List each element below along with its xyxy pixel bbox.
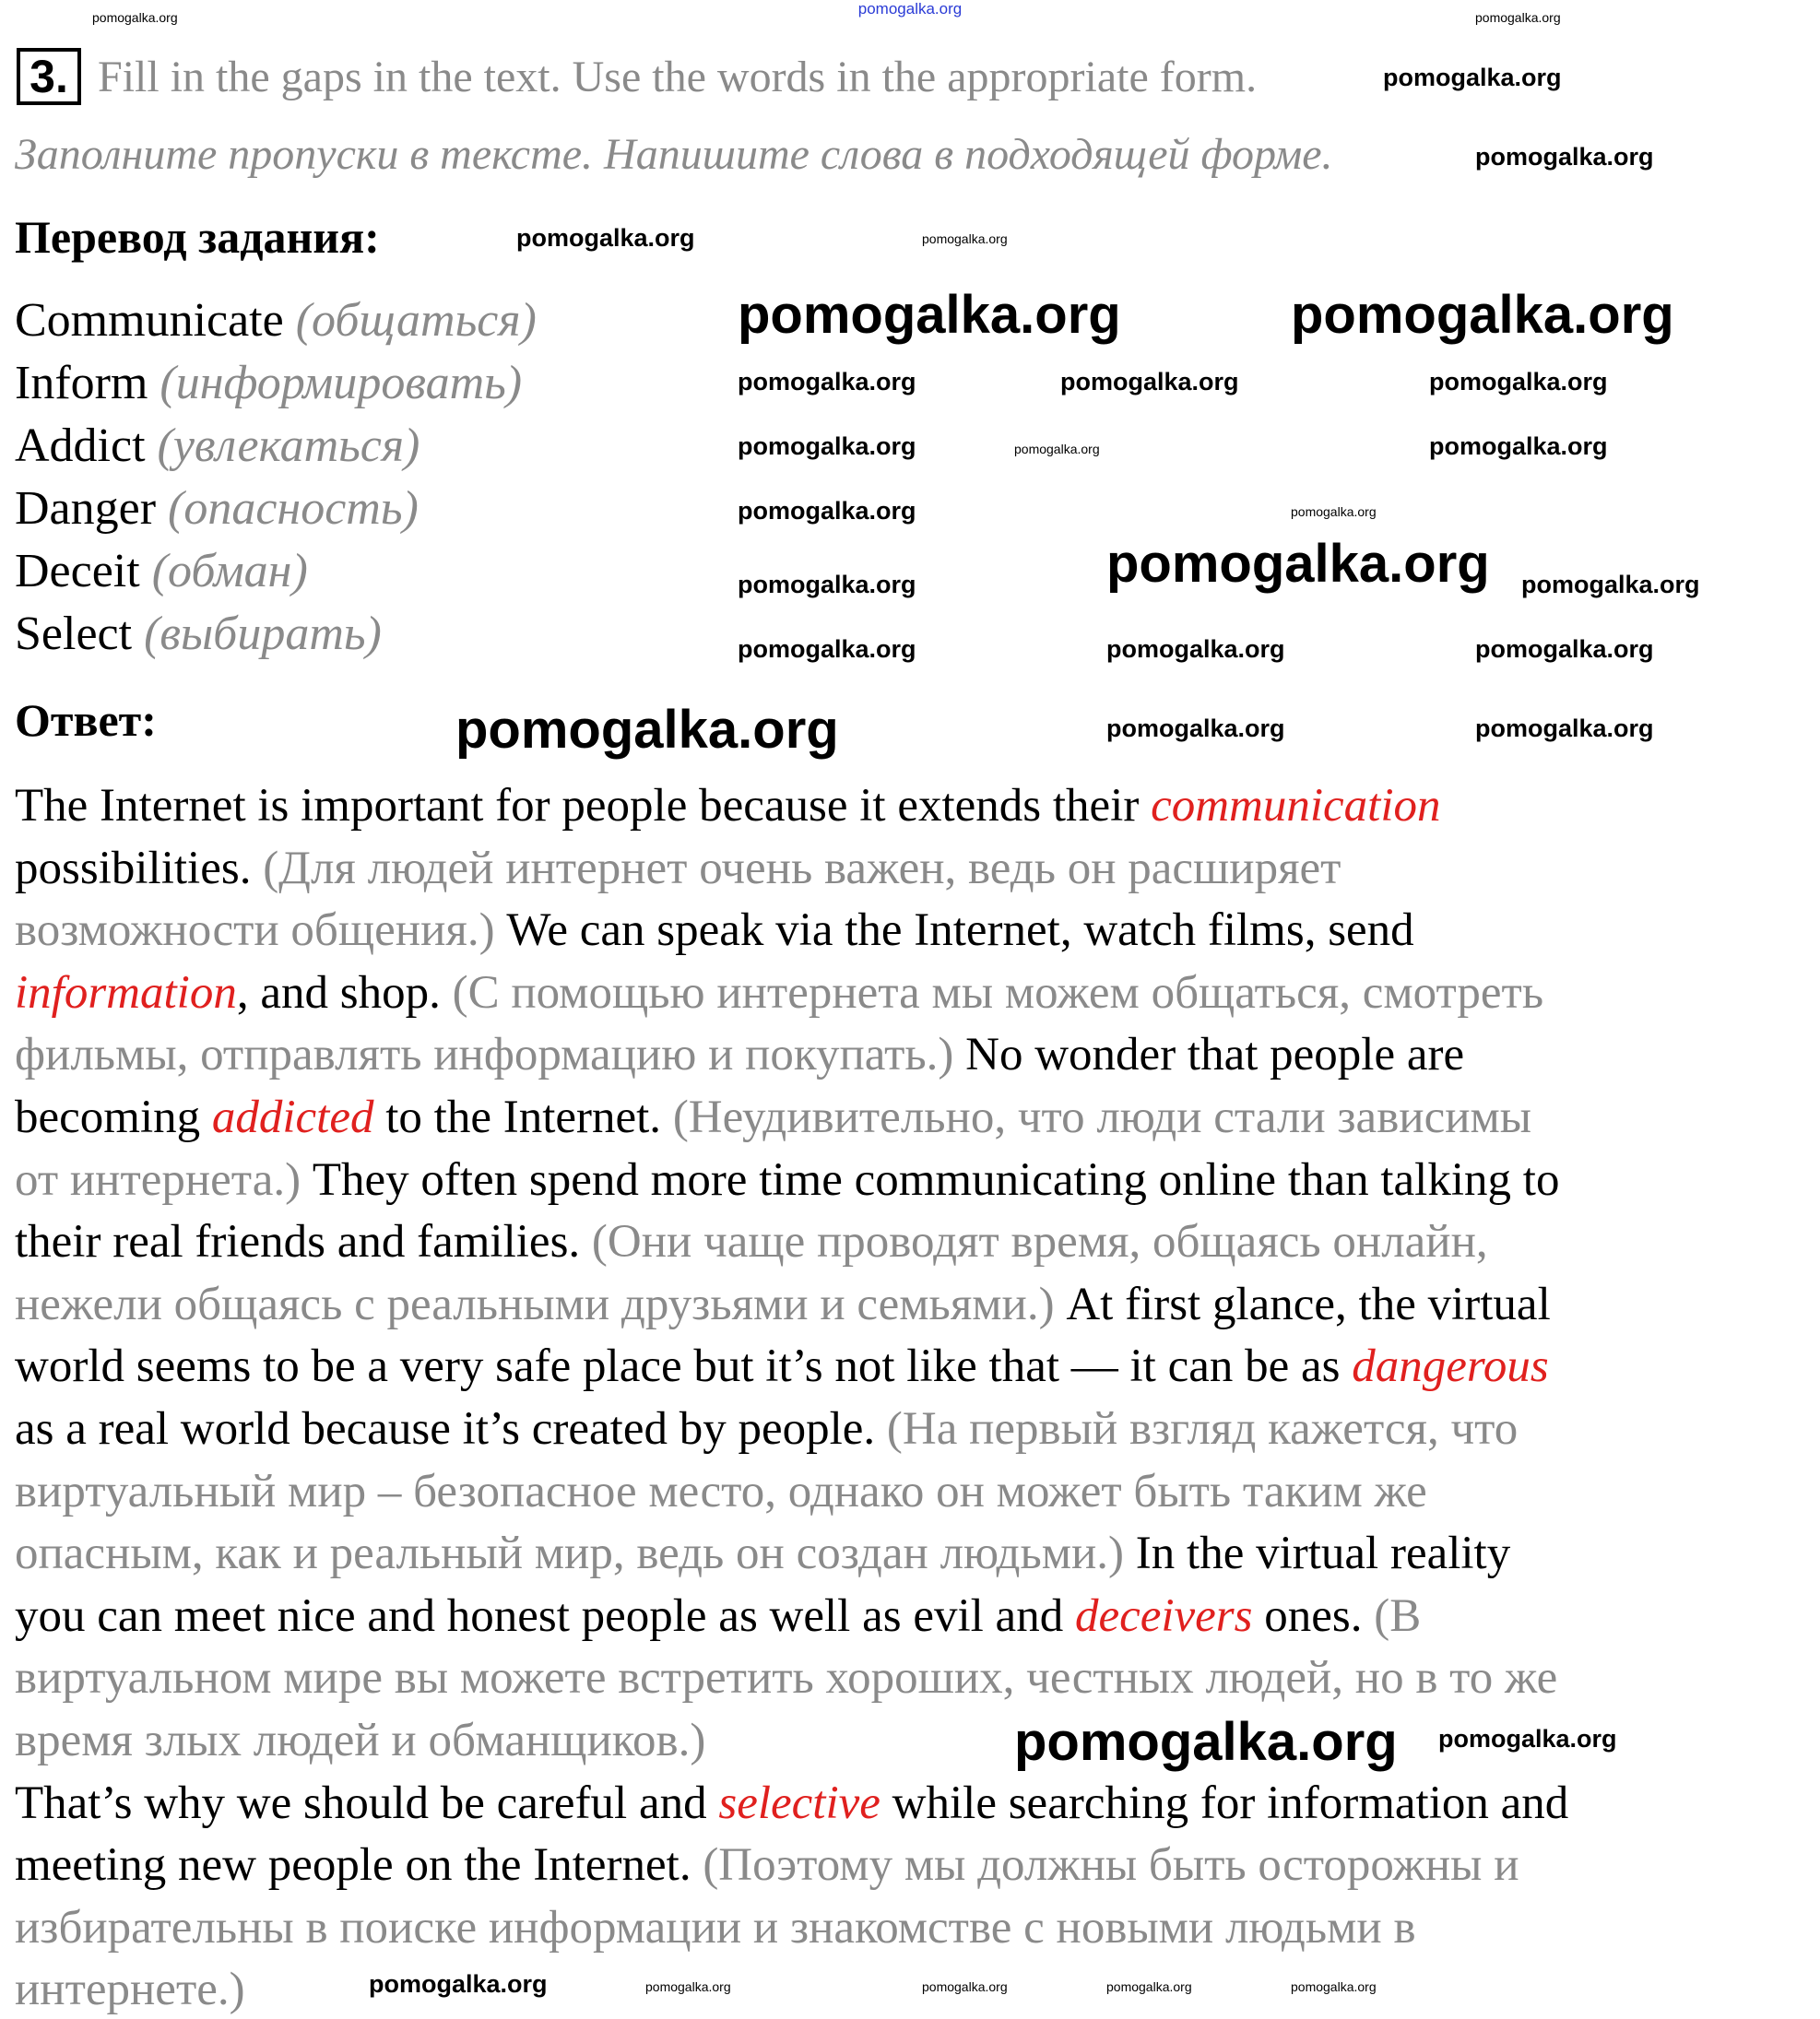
english-text: to the Internet. [373, 1092, 673, 1143]
task-instruction-ru: Заполните пропуски в тексте. Напишите слова в подходящей форме. [15, 130, 1333, 179]
word: Danger [15, 482, 157, 535]
word: Deceit [15, 545, 140, 597]
task-instruction-en: Fill in the gaps in the text. Use the words in the appropriate form. [98, 53, 1258, 101]
answer-line [15, 1774, 1568, 1833]
watermark: pomogalka.org [1106, 714, 1285, 742]
watermark: pomogalka.org [92, 10, 178, 25]
answer-line [15, 1648, 1557, 1707]
watermark: pomogalka.org [1475, 10, 1561, 25]
translation-text: (Неудивительно, что люди стали зависимы [672, 1092, 1532, 1143]
answer-line [15, 1399, 1518, 1458]
task-number: 3. [17, 48, 81, 105]
watermark: pomogalka.org [1014, 1712, 1398, 1772]
answer-line [15, 1711, 705, 1770]
answer-heading: Ответ: [15, 694, 157, 746]
watermark: pomogalka.org [516, 224, 695, 252]
word-translation: (общаться) [295, 294, 537, 347]
english-text: while searching for information and [880, 1777, 1569, 1829]
answer-line [15, 1836, 1519, 1895]
english-text: possibilities. [15, 842, 264, 894]
translation-text: от интернета.) [15, 1153, 313, 1206]
answer-line [15, 1587, 1421, 1646]
translation-text: виртуальный мир – безопасное место, однако он может быть таким же [15, 1465, 1427, 1517]
word-translation: (выбирать) [144, 608, 382, 660]
watermark: pomogalka.org [1291, 1979, 1377, 1994]
translation-text: (С помощью интернета мы можем общаться, смотреть [452, 966, 1544, 1019]
answer-word: dangerous [1352, 1340, 1549, 1393]
word-translation: (увлекаться) [157, 419, 420, 472]
watermark: pomogalka.org [369, 1970, 548, 1998]
answer-line [15, 1960, 245, 2019]
watermark: pomogalka.org [1429, 368, 1608, 396]
watermark: pomogalka.org [1475, 635, 1654, 663]
english-text: The Internet is important for people because it extends their [15, 780, 1152, 832]
english-text: , and shop. [236, 966, 453, 1019]
answer-line [15, 963, 1543, 1022]
english-text: as a real world because it’s created by people. [15, 1403, 887, 1455]
translation-text: (Они чаще проводят время, общаясь онлайн, [591, 1216, 1488, 1269]
answer-line [15, 901, 1414, 960]
word-translation: (опасность) [168, 482, 419, 535]
word: Addict [15, 419, 146, 472]
answer-line [15, 1212, 1488, 1271]
english-text: That’s why we should be careful and [15, 1777, 719, 1829]
watermark: pomogalka.org [738, 497, 916, 525]
word-item [15, 293, 537, 348]
top-watermark-link[interactable]: pomogalka.org [857, 0, 963, 18]
answer-line [15, 1275, 1551, 1334]
watermark: pomogalka.org [1106, 534, 1490, 594]
watermark: pomogalka.org [1438, 1725, 1617, 1753]
watermark: pomogalka.org [1106, 635, 1285, 663]
translation-text: (На первый взгляд кажется, что [886, 1403, 1519, 1455]
watermark: pomogalka.org [1475, 714, 1654, 742]
translation-text: время злых людей и обманщиков.) [15, 1715, 706, 1766]
word-item [15, 481, 419, 536]
watermark: pomogalka.org [738, 432, 916, 460]
answer-word: addicted [211, 1092, 374, 1143]
word-item [15, 419, 420, 473]
answer-line [15, 776, 1441, 835]
watermark: pomogalka.org [1521, 571, 1700, 598]
answer-word: information [15, 966, 237, 1019]
translation-text: виртуальном мире вы можете встретить хороших, честных людей, но в то же [15, 1652, 1558, 1705]
answer-line [15, 1462, 1427, 1521]
watermark: pomogalka.org [922, 1979, 1008, 1994]
word-translation: (обман) [151, 545, 308, 597]
answer-line [15, 839, 1341, 898]
answer-word: deceivers [1074, 1589, 1253, 1642]
word: Select [15, 608, 133, 660]
word-translation: (информировать) [160, 357, 523, 409]
watermark: pomogalka.org [1291, 285, 1674, 345]
translation-text: (Для людей интернет очень важен, ведь он расширяет [263, 842, 1341, 894]
answer-line [15, 1524, 1510, 1583]
english-text: becoming [15, 1092, 212, 1143]
watermark: pomogalka.org [738, 571, 916, 598]
watermark: pomogalka.org [738, 635, 916, 663]
english-text: world seems to be a very safe place but it’s not like that — it can be as [15, 1340, 1353, 1393]
watermark: pomogalka.org [1383, 64, 1562, 91]
watermark: pomogalka.org [738, 368, 916, 396]
english-text: meeting new people on the Internet. [15, 1839, 703, 1892]
translation-text: интернете.) [15, 1964, 245, 2016]
word-item [15, 544, 308, 598]
watermark: pomogalka.org [1291, 504, 1377, 519]
word: Communicate [15, 294, 284, 347]
answer-line [15, 1337, 1549, 1396]
word-item [15, 607, 382, 661]
watermark: pomogalka.org [1060, 368, 1239, 396]
translation-text: нежели общаясь с реальными друзьями и семьями.) [15, 1278, 1067, 1330]
word: Inform [15, 357, 148, 409]
english-text: ones. [1252, 1589, 1375, 1642]
watermark: pomogalka.org [1475, 143, 1654, 171]
english-text: In the virtual reality [1135, 1528, 1511, 1580]
english-text: At first glance, the virtual [1066, 1278, 1551, 1330]
answer-line [15, 1898, 1416, 1957]
english-text: their real friends and families. [15, 1216, 592, 1269]
translation-text: опасным, как и реальный мир, ведь он создан людьми.) [15, 1528, 1136, 1580]
translation-text: (Поэтому мы должны быть осторожны и [703, 1839, 1519, 1892]
english-text: We can speak via the Internet, watch films, send [506, 904, 1414, 957]
english-text: They often spend more time communicating online than talking to [312, 1153, 1560, 1206]
watermark: pomogalka.org [455, 700, 839, 760]
answer-word: selective [718, 1777, 880, 1829]
english-text: No wonder that people are [965, 1029, 1465, 1081]
watermark: pomogalka.org [1106, 1979, 1192, 1994]
answer-line [15, 1151, 1559, 1210]
translation-text: возможности общения.) [15, 904, 507, 957]
answer-word: communication [1151, 780, 1441, 832]
translation-heading: Перевод задания: [15, 211, 380, 263]
watermark: pomogalka.org [645, 1979, 731, 1994]
translation-text: (В [1374, 1589, 1422, 1642]
watermark: pomogalka.org [1014, 442, 1100, 456]
english-text: you can meet nice and honest people as well as evil and [15, 1589, 1075, 1642]
watermark: pomogalka.org [922, 231, 1008, 246]
watermark: pomogalka.org [1429, 432, 1608, 460]
answer-line [15, 1088, 1531, 1147]
translation-text: избирательны в поиске информации и знакомстве с новыми людьми в [15, 1901, 1416, 1954]
translation-text: фильмы, отправлять информацию и покупать.) [15, 1029, 966, 1081]
word-item [15, 356, 522, 410]
watermark: pomogalka.org [738, 285, 1121, 345]
answer-line [15, 1025, 1464, 1084]
